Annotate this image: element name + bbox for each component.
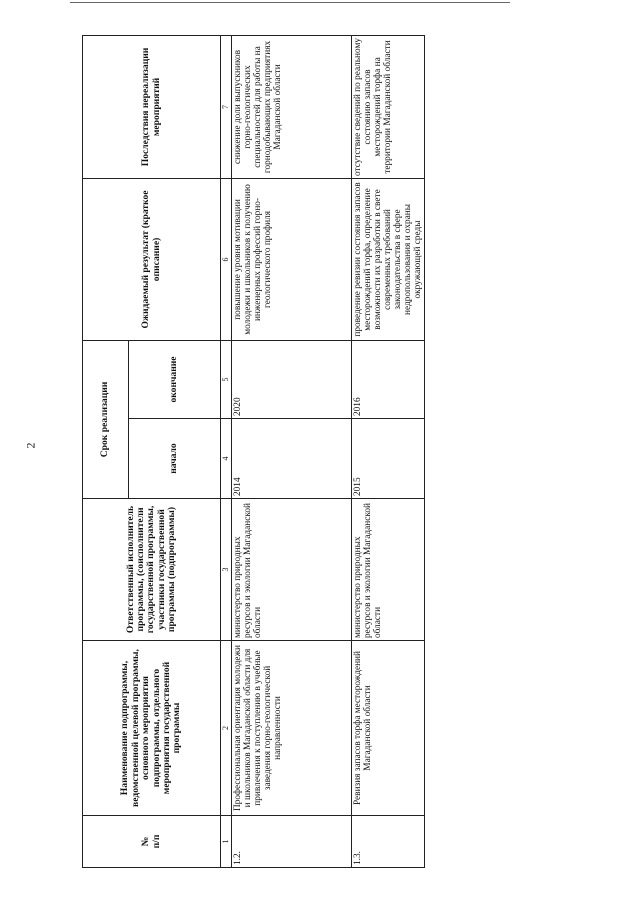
col-number: 4 [221, 419, 232, 499]
col-number: 3 [221, 499, 232, 641]
table-row [232, 35, 352, 867]
col-number: 2 [221, 641, 232, 816]
row-name: Профессиональная ориентация молодежи и школьников Магаданской области для привлечения к поступлению в учебные заведения горно-геологической направленности [232, 641, 352, 816]
row-num: 1.2. [232, 816, 352, 868]
page-number: 2 [23, 442, 38, 449]
header-term: Срок реализации [83, 340, 129, 498]
col-number: 5 [221, 340, 232, 418]
header-consequences: Последствия нереализации мероприятий [83, 35, 221, 178]
col-number: 7 [221, 35, 232, 178]
header-row-1 [83, 35, 129, 867]
col-number: 1 [221, 816, 232, 868]
row-result: проведение ревизии состояния запасов месторождений торфа, определение возможности их разработки в свете современных требований законодательства в сфере недропользования и охраны окружающей среды [352, 178, 425, 340]
header-result: Ожидаемый результат (краткое описание) [83, 178, 221, 340]
row-start: 2014 [232, 419, 352, 499]
row-end: 2020 [232, 340, 352, 418]
row-name: Ревизия запасов торфа месторождений Магаданской области [352, 641, 425, 816]
row-result: повышение уровня мотивации молодежи и школьников к получению инженерных профессий горно-геологического профиля [232, 178, 352, 340]
row-num: 1.3. [352, 816, 425, 868]
top-rule [70, 2, 510, 3]
header-start: начало [129, 419, 221, 499]
col-number: 6 [221, 178, 232, 340]
table-row [352, 35, 425, 867]
header-end: окончание [129, 340, 221, 418]
row-consequences: снижение доли выпускников горно-геологических специальностей для работы на горнодобывающих предприятиях Магаданской области [232, 35, 352, 178]
row-start: 2015 [352, 419, 425, 499]
row-responsible: министерство природных ресурсов и экологии Магаданской области [232, 499, 352, 641]
measures-table [82, 35, 425, 868]
row-consequences: отсутствие сведений по реальному состоянию запасов месторождений торфа на территории Магаданской области [352, 35, 425, 178]
column-number-row [221, 35, 232, 867]
row-responsible: министерство природных ресурсов и экологии Магаданской области [352, 499, 425, 641]
row-end: 2016 [352, 340, 425, 418]
header-num: № п/п [83, 816, 221, 868]
header-name: Наименование подпрограммы, ведомственной целевой программы, основного мероприятия подпрограммы, отдельного мероприятия государственной программы [83, 641, 221, 816]
header-responsible: Ответственный исполнитель программы, (соисполнители государственной программы, участники государственной программы (подпрограммы) [83, 499, 221, 641]
rotated-table-container [82, 36, 424, 868]
